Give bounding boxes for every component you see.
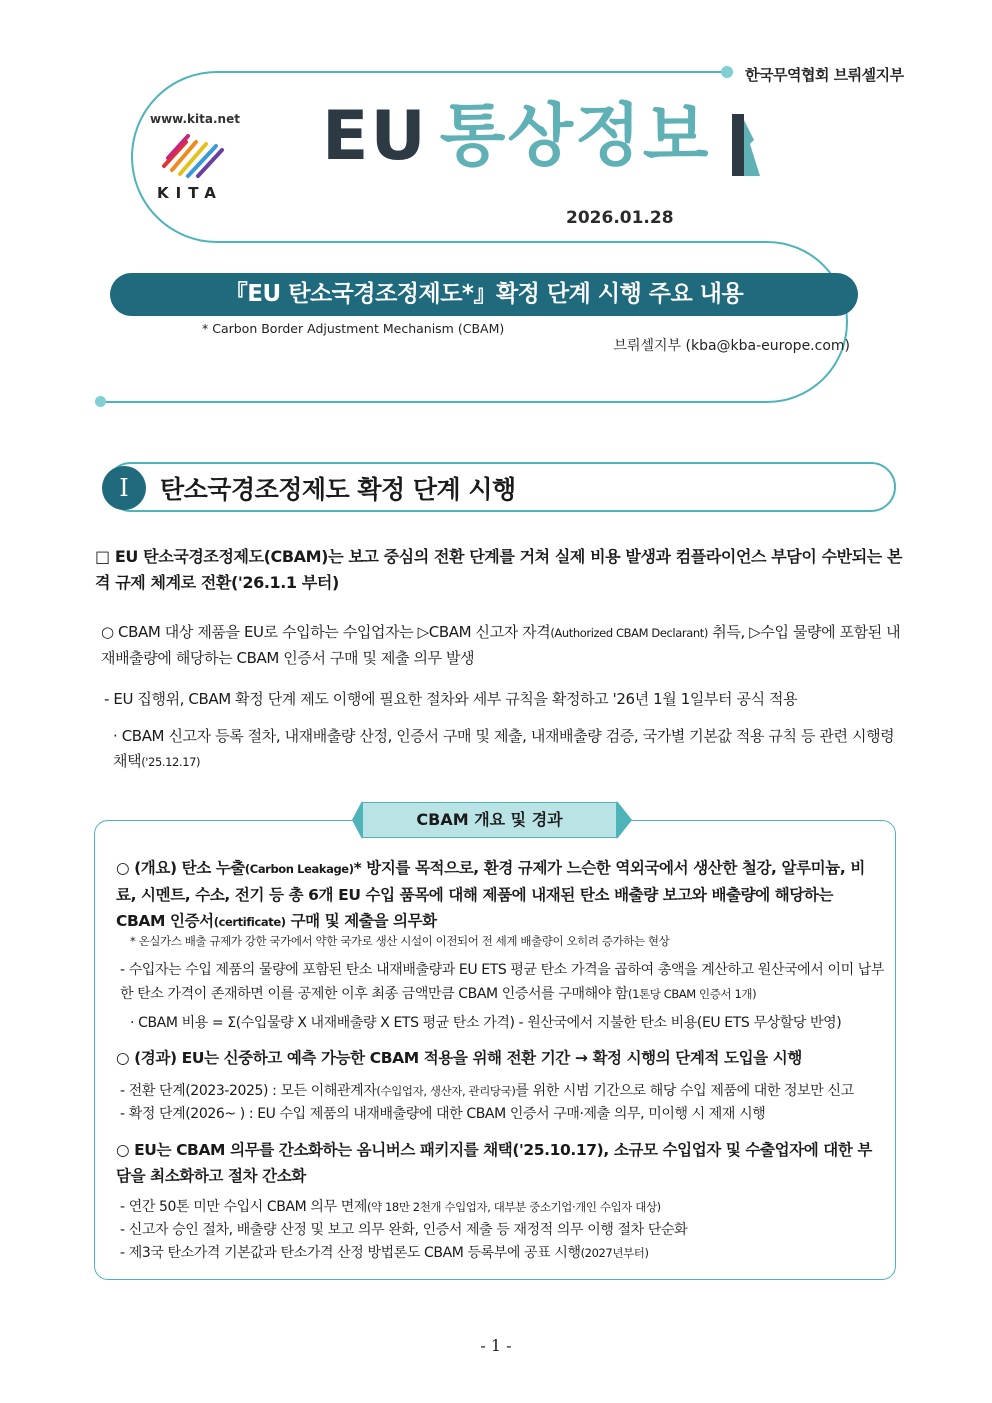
box-sub-exemption [120, 1195, 890, 1219]
overview-text-b: * 방지를 목적으로, 환경 규제가 느슨한 역외국에서 생산한 철강, 알루미늄, 비료, 시멘트, 수소, 전기 등 총 6개 EU 수입 품목에 대해 제품에 내재된 탄소 배출량 보고와 배출량에 해당하는 CBAM 인증서 [116, 859, 865, 930]
box-sub-transition [120, 1079, 890, 1103]
org-dot [721, 66, 733, 78]
contact-info: 브뤼셀지부 (kba@kba-europe.com) [613, 338, 850, 354]
kita-logo-icon [158, 130, 226, 180]
bullet-text-small: (Authorized CBAM Declarant) [550, 626, 708, 640]
transition-small: (수입업자, 생산자, 관리당국) [376, 1084, 516, 1098]
frame-end-dot [95, 396, 106, 407]
page-number: - 1 - [480, 1336, 512, 1355]
organization-name: 한국무역협회 브뤼셀지부 [745, 66, 904, 84]
kita-label: KITA [157, 184, 223, 202]
third-country-text: - 제3국 탄소가격 기본값과 탄소가격 산정 방법론도 CBAM 등록부에 공표 시행 [120, 1245, 581, 1261]
dash-paragraph: - EU 집행위, CBAM 확정 단계 제도 이행에 필요한 절차와 세부 규칙을 확정하고 '26년 1월 1일부터 공식 적용 [104, 690, 798, 708]
publication-date: 2026.01.28 [566, 208, 674, 228]
box-point-history: ○ (경과) EU는 신중하고 예측 가능한 CBAM 적용을 위해 전환 기간 → 확정 시행의 단계적 도입을 시행 [116, 1049, 802, 1067]
bullet-paragraph [101, 620, 901, 671]
publication-title [322, 97, 711, 176]
box-sub-calculation [120, 958, 890, 1006]
calc-text: - 수입자는 수입 제품의 물량에 포함된 탄소 내재배출량과 EU ETS 평균 탄소 가격을 곱하여 총액을 계산하고 원산국에서 이미 납부한 탄소 가격이 존재하면 이를 공제한 이후 최종 금액만큼 CBAM 인증서를 구매해야 함 [120, 962, 885, 1002]
exemption-small: (약 18만 2천개 수입업자, 대부분 중소기업·개인 수입자 대상) [366, 1200, 661, 1214]
box-label: CBAM 개요 및 경과 [362, 802, 617, 838]
calc-small: (1톤당 CBAM 인증서 1개) [628, 987, 757, 1001]
box-point-omnibus: ○ EU는 CBAM 의무를 간소화하는 옴니버스 패키지를 채택('25.10.17), 소규모 수입업자 및 수출업자에 대한 부담을 최소화하고 절차 간소화 [116, 1141, 873, 1185]
exemption-text: - 연간 50톤 미만 수입시 CBAM 의무 면제 [120, 1199, 367, 1215]
overview-small-b: (certificate) [213, 915, 286, 929]
overview-text-a: ○ (개요) 탄소 누출 [116, 859, 245, 877]
dot-date: ('25.12.17) [141, 755, 201, 769]
brand-eu: EU [322, 97, 428, 176]
box-footnote: * 온실가스 배출 규제가 강한 국가에서 약한 국가로 생산 시설이 이전되어 전 세계 배출량이 오히려 증가하는 현상 [130, 934, 670, 948]
box-sub-simplification: - 신고자 승인 절차, 배출량 산정 및 보고 의무 완화, 인증서 제출 등 재정적 의무 이행 절차 단순화 [120, 1222, 688, 1238]
box-sub-definitive: - 확정 단계(2026~ ) : EU 수입 제품의 내재배출량에 대한 CBAM 인증서 구매·제출 의무, 미이행 시 제재 시행 [120, 1106, 766, 1122]
title-footnote: * Carbon Border Adjustment Mechanism (CBAM) [202, 321, 505, 336]
dot-text: · CBAM 신고자 등록 절차, 내재배출량 산정, 인증서 구매 및 제출, 내재배출량 검증, 국가별 기본값 적용 규칙 등 관련 시행령 채택 [113, 727, 895, 770]
dot-paragraph [113, 724, 903, 775]
section-number: Ⅰ [102, 466, 146, 510]
section-title: 탄소국경조정제도 확정 단계 시행 [160, 475, 516, 504]
third-country-small: (2027년부터) [580, 1246, 649, 1260]
box-sub-third-country [120, 1241, 890, 1265]
bullet-text-a: ○ CBAM 대상 제품을 EU로 수입하는 수입업자는 ▷CBAM 신고자 자격 [101, 623, 551, 641]
brand-accent-icon [728, 110, 764, 180]
transition-text-b: 를 위한 시범 기간으로 해당 수입 제품에 대한 정보만 신고 [515, 1083, 854, 1099]
transition-text-a: - 전환 단계(2023-2025) : 모든 이해관계자 [120, 1083, 377, 1099]
website-link[interactable]: www.kita.net [150, 112, 240, 126]
brand-korean: 통상정보 [439, 97, 711, 176]
bullet-text-b: 취득, ▷수입 물량에 포함된 내재배출량에 해당하는 CBAM 인증서 구매 및 제출 의무 발생 [101, 623, 901, 667]
overview-small-a: (Carbon Leakage) [244, 862, 354, 876]
lead-paragraph: □ EU 탄소국경조정제도(CBAM)는 보고 중심의 전환 단계를 거쳐 실제 비용 발생과 컴플라이언스 부담이 수반되는 본격 규제 체계로 전환('26.1.1 부터) [95, 547, 903, 592]
report-title: 『EU 탄소국경조정제도*』확정 단계 시행 주요 내용 [110, 273, 858, 316]
box-point-overview [116, 855, 880, 935]
overview-text-c: 구매 및 제출을 의무화 [285, 912, 437, 930]
box-sub-formula: · CBAM 비용 = Σ(수입물량 X 내재배출량 X ETS 평균 탄소 가격) - 원산국에서 지불한 탄소 비용(EU ETS 무상할당 반영) [130, 1015, 842, 1031]
